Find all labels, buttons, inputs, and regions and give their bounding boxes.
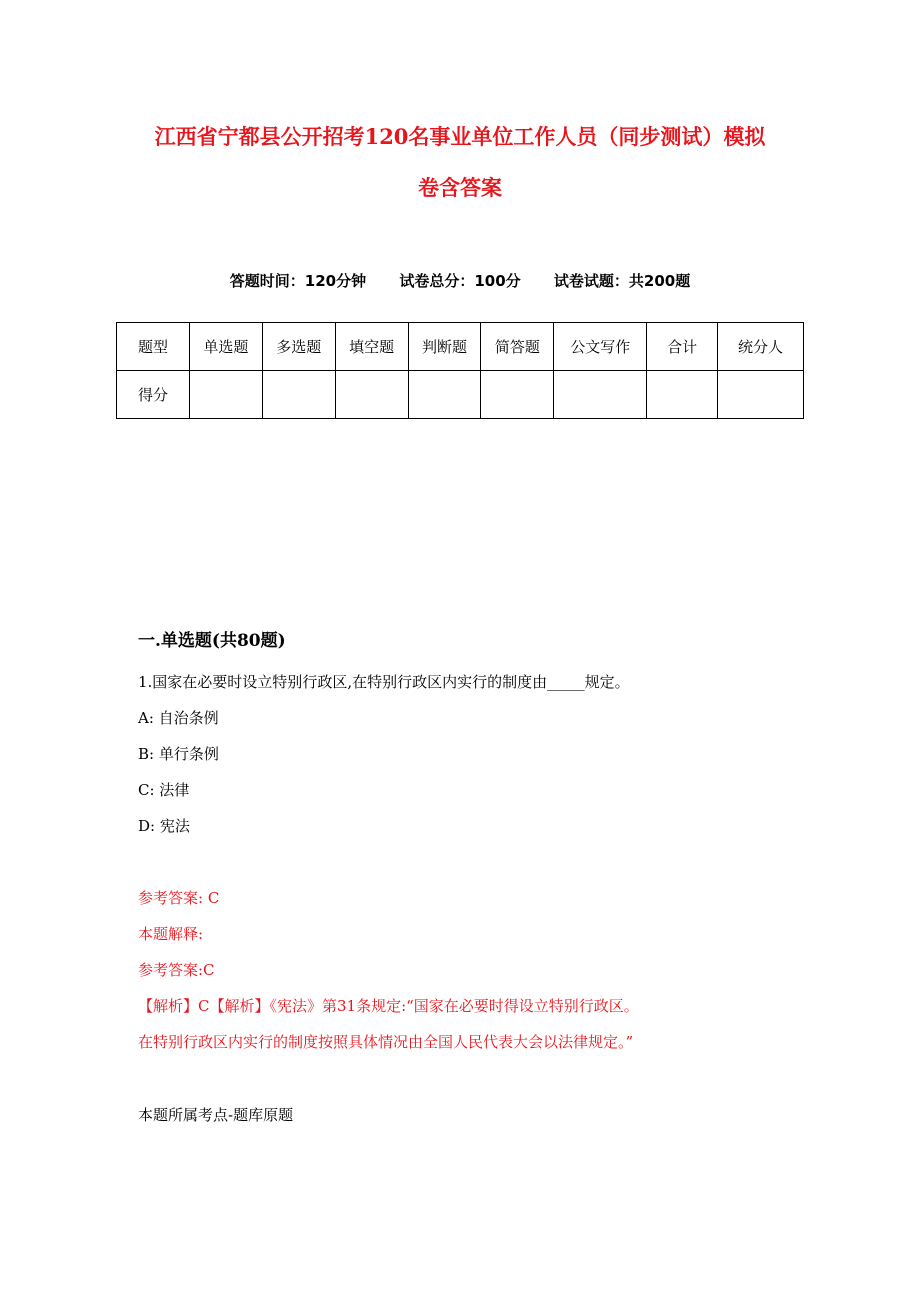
explanation-label: 本题解释:: [138, 925, 204, 943]
topic-line: 本题所属考点-题库原题: [138, 1106, 294, 1124]
table-header-cell: 公文写作: [554, 323, 647, 371]
score-cell: [647, 371, 718, 419]
score-cell: [189, 371, 262, 419]
table-header-cell: 题型: [117, 323, 190, 371]
option-a: A: 自治条例: [138, 709, 219, 727]
exam-total-score: 试卷总分：100分: [399, 272, 521, 290]
table-header-cell: 填空题: [335, 323, 408, 371]
page-title-continued: 卷含答案: [418, 175, 502, 200]
table-header-cell: 简答题: [481, 323, 554, 371]
table-header-cell: 单选题: [189, 323, 262, 371]
reference-answer: 参考答案: C: [138, 889, 220, 907]
score-cell: [481, 371, 554, 419]
analysis-text: 【解析】C【解析】《宪法》第31条规定:“国家在必要时得设立特别行政区。: [138, 997, 639, 1015]
analysis-text-continued: 在特别行政区内实行的制度按照具体情况由全国人民代表大会以法律规定。”: [138, 1033, 634, 1051]
table-header-cell: 多选题: [262, 323, 335, 371]
score-cell: [718, 371, 804, 419]
exam-question-count: 试卷试题：共200题: [553, 272, 691, 290]
page-title: 江西省宁都县公开招考120名事业单位工作人员（同步测试）模拟: [154, 124, 766, 149]
option-b: B: 单行条例: [138, 745, 219, 763]
table-header-cell: 判断题: [408, 323, 481, 371]
reference-answer-repeat: 参考答案:C: [138, 961, 215, 979]
score-table-score-row: [117, 371, 804, 419]
exam-info: [0, 270, 920, 291]
option-c: C: 法律: [138, 781, 190, 799]
score-table: [116, 322, 804, 419]
score-cell: [408, 371, 481, 419]
exam-time: 答题时间：120分钟: [229, 272, 367, 290]
score-table-header-row: [117, 323, 804, 371]
score-cell: [335, 371, 408, 419]
table-header-cell: 统分人: [718, 323, 804, 371]
question-stem: 1.国家在必要时设立特别行政区,在特别行政区内实行的制度由_____规定。: [138, 673, 630, 691]
option-d: D: 宪法: [138, 817, 190, 835]
score-row-label: 得分: [117, 371, 190, 419]
score-cell: [554, 371, 647, 419]
section-heading: 一.单选题(共80题): [138, 631, 286, 651]
table-header-cell: 合计: [647, 323, 718, 371]
score-cell: [262, 371, 335, 419]
